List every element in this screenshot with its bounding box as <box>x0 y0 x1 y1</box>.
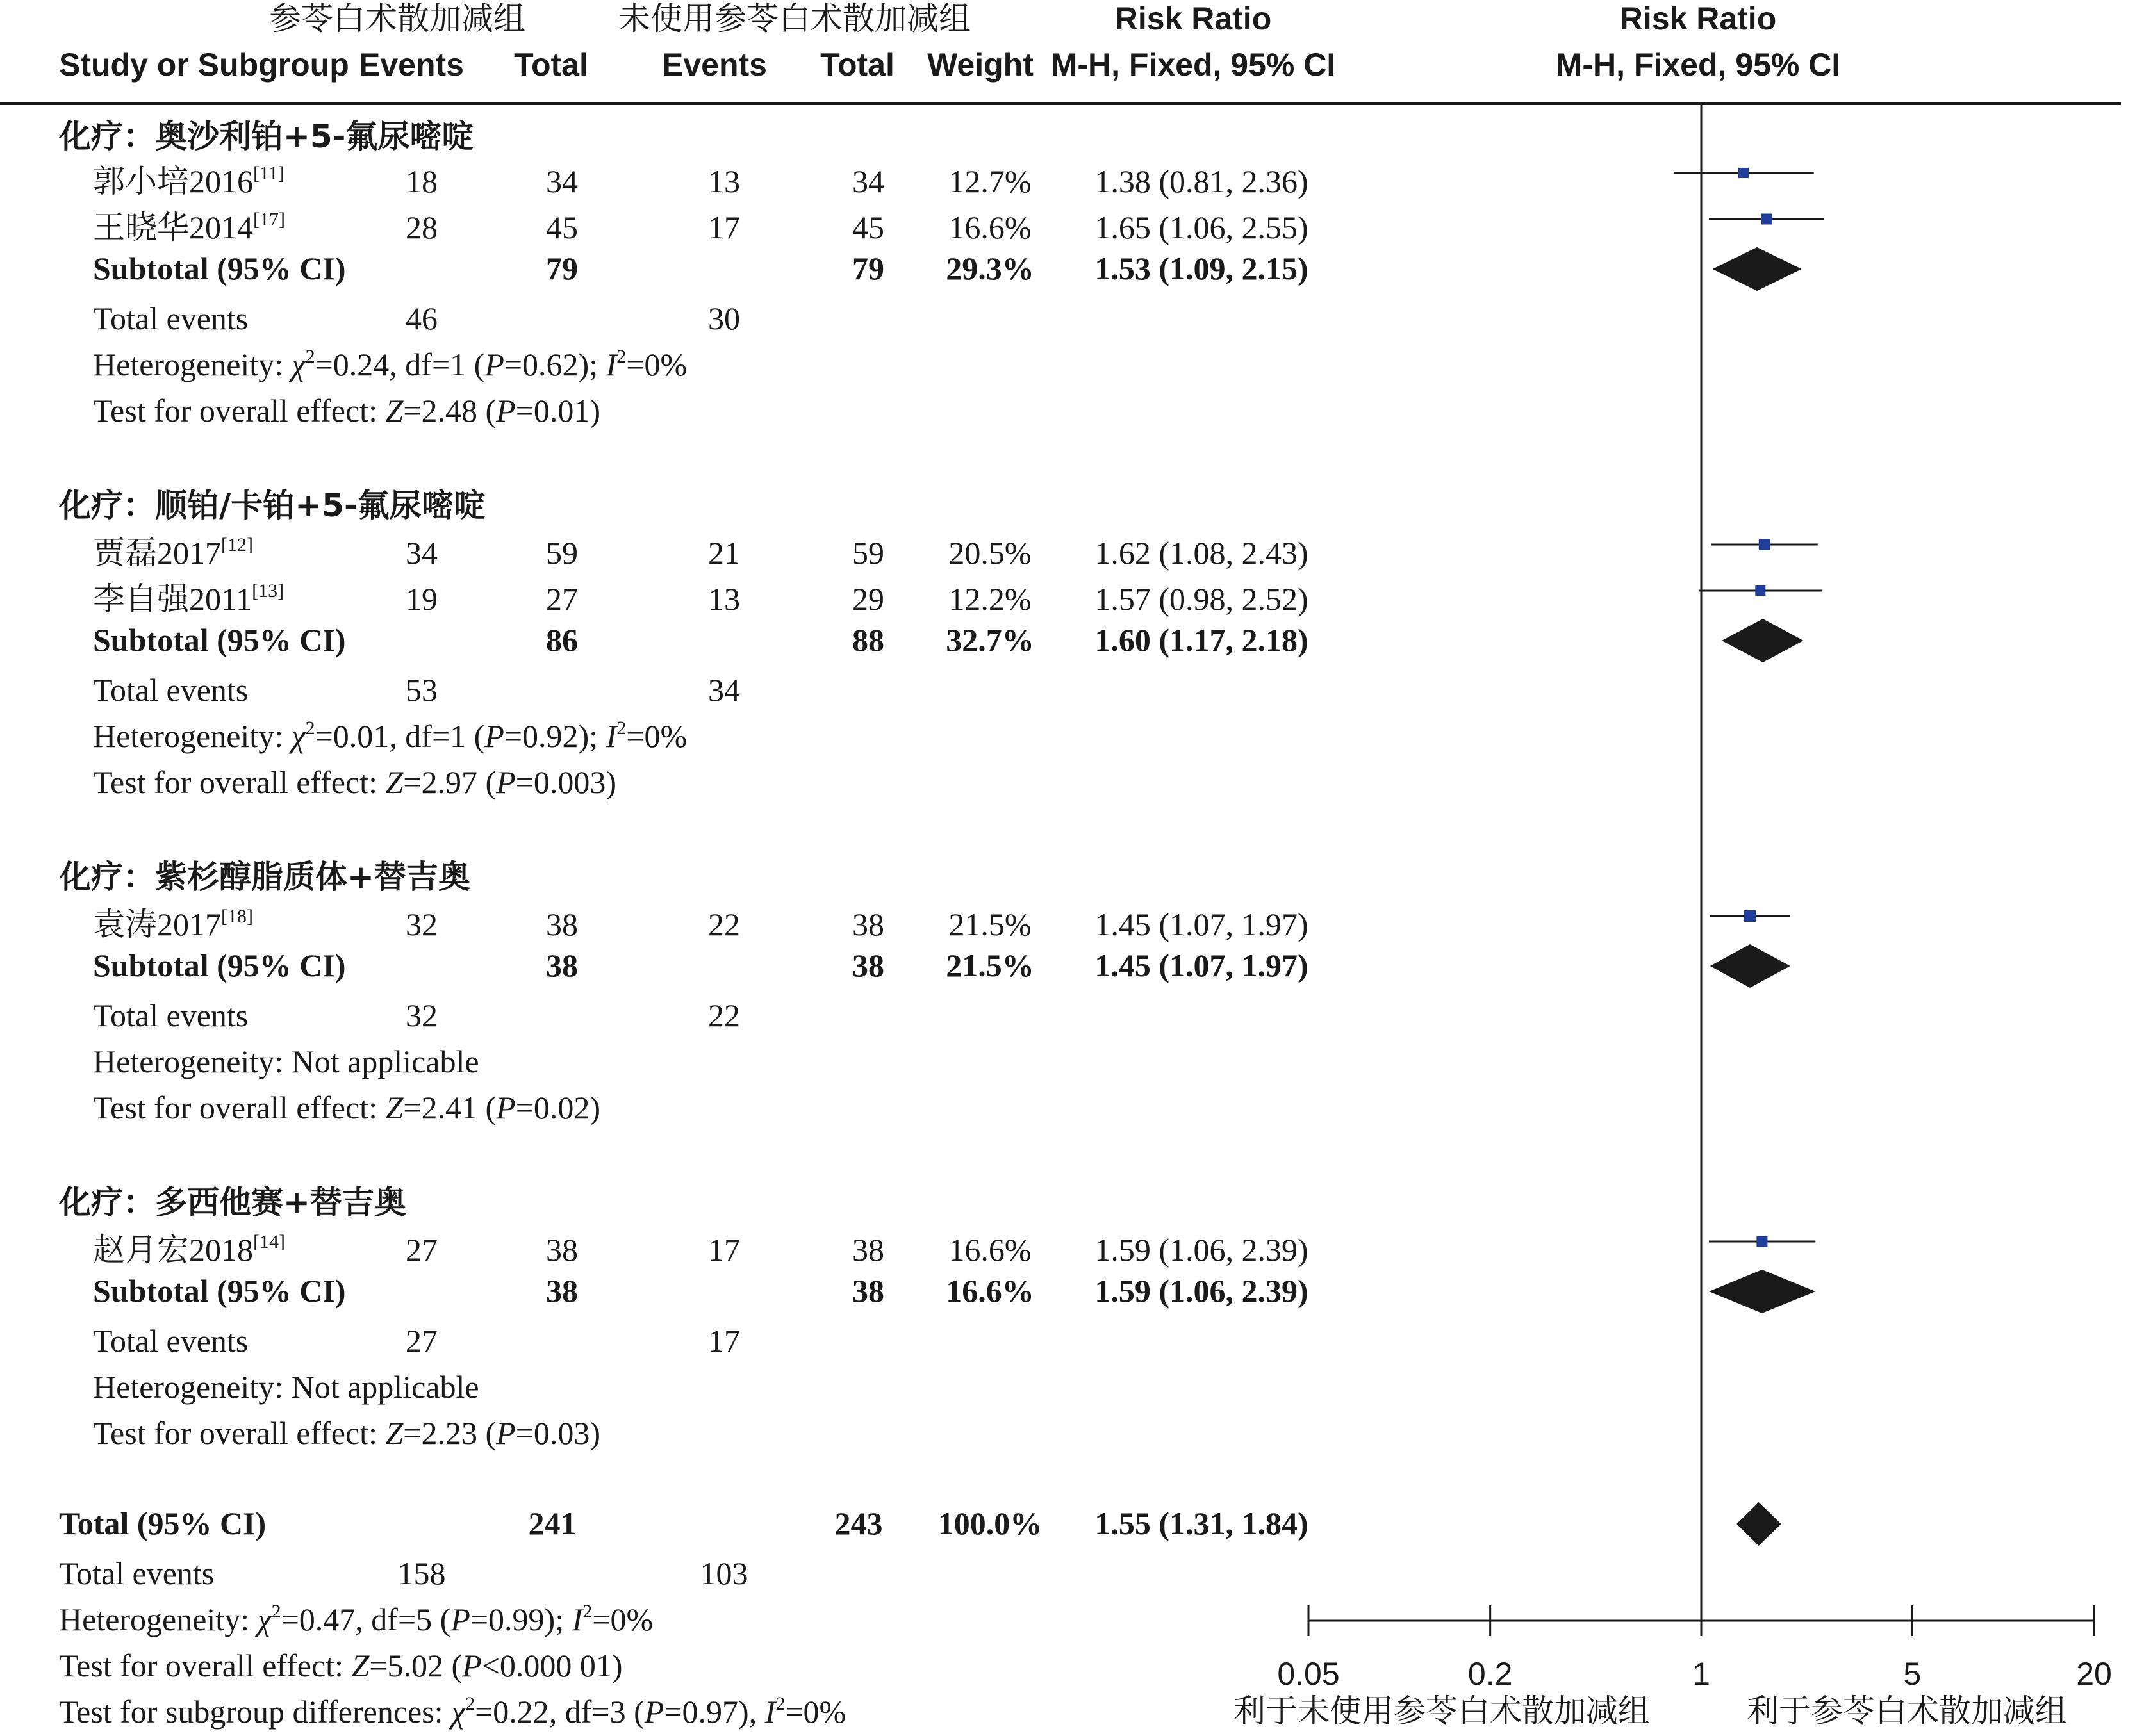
heterogeneity-line-part: 2 <box>616 717 627 739</box>
study-name-text: 赵月宏2018 <box>93 1232 253 1268</box>
subtotal-diamond <box>1713 247 1802 291</box>
subgroup-title: 化疗：紫杉醇脂质体+替吉奥 <box>59 858 470 896</box>
heterogeneity-line <box>93 1369 479 1405</box>
overall-effect-line-part: P <box>496 393 516 429</box>
study-name <box>93 580 284 617</box>
total-events-1: 27 <box>406 1323 438 1359</box>
subtotal-diamond <box>1709 1270 1815 1313</box>
subgroup-differences-line-part: =0% <box>785 1694 846 1730</box>
study-events-1: 34 <box>406 535 438 571</box>
plot-method-header: M-H, Fixed, 95% CI <box>1555 47 1841 83</box>
subtotal-total-1: 79 <box>546 250 578 286</box>
total-events-2: 30 <box>708 300 740 336</box>
study-ci: 1.38 (0.81, 2.36) <box>1094 163 1308 199</box>
study-name-text: 郭小培2016 <box>93 163 253 199</box>
overall-heterogeneity-line-part: =0% <box>592 1601 654 1637</box>
heterogeneity-line-part: Heterogeneity: Not applicable <box>93 1369 479 1405</box>
overall-effect-line-part: =2.23 ( <box>403 1415 497 1451</box>
subgroup-differences-line-part: 2 <box>775 1693 786 1714</box>
overall-total-events-2: 103 <box>700 1555 748 1591</box>
overall-heterogeneity-line-part: P <box>450 1601 470 1637</box>
total-events-1: 32 <box>406 997 438 1033</box>
x-axis-tick-label: 5 <box>1903 1656 1922 1692</box>
study-events-2: 17 <box>708 1232 740 1268</box>
overall-effect-line-part: P <box>496 1415 516 1451</box>
overall-effect-line-part: Test for overall effect: <box>93 1090 386 1126</box>
x-axis-tick-label: 0.05 <box>1277 1656 1340 1692</box>
overall-effect-line-part: P <box>496 1090 516 1126</box>
study-name-text: 袁涛2017 <box>93 906 221 942</box>
table-body <box>58 118 1308 1730</box>
heterogeneity-line-part: =0.62); <box>504 347 606 382</box>
study-reference: [14] <box>253 1231 285 1252</box>
study-point-estimate <box>1755 585 1765 596</box>
study-events-1: 32 <box>406 906 438 942</box>
study-total-2: 45 <box>852 209 884 245</box>
overall-effect-line <box>93 1415 600 1451</box>
total-events-2: 22 <box>708 997 740 1033</box>
overall-effect-line-part: Test for overall effect: <box>93 1415 386 1451</box>
overall-effect-line-part: =2.48 ( <box>403 393 497 429</box>
total-events-2: 34 <box>708 672 740 708</box>
study-total-1: 45 <box>546 209 578 245</box>
heterogeneity-line-part: P <box>484 347 504 382</box>
study-events-1: 19 <box>406 581 438 617</box>
overall-effect-line <box>93 393 600 429</box>
study-weight: 21.5% <box>948 906 1032 942</box>
study-events-1: 27 <box>406 1232 438 1268</box>
x-axis-tick-label: 1 <box>1692 1656 1710 1692</box>
subgroup-differences-line-part: Test for subgroup differences: <box>59 1694 452 1730</box>
heterogeneity-line-part: 2 <box>305 717 315 739</box>
heterogeneity-line-part: Heterogeneity: <box>93 718 292 754</box>
subtotal-label: Subtotal (95% CI) <box>93 947 346 983</box>
rr-title-header: Risk Ratio <box>1114 1 1272 37</box>
heterogeneity-line-part: I <box>606 347 617 382</box>
subtotal-total-2: 38 <box>852 1273 884 1309</box>
overall-effect-line-part: Test for overall effect: <box>93 393 386 429</box>
overall-effect-line-part: Z <box>385 764 404 800</box>
subgroup-title: 化疗：多西他赛+替吉奥 <box>59 1184 406 1221</box>
overall-heterogeneity-line-part: I <box>572 1601 583 1637</box>
total-events-1: 53 <box>406 672 438 708</box>
heterogeneity-line <box>93 1044 479 1079</box>
subtotal-total-2: 79 <box>852 250 884 286</box>
subtotal-ci: 1.45 (1.07, 1.97) <box>1094 947 1308 983</box>
total2-column-header: Total <box>820 47 895 83</box>
study-weight: 20.5% <box>948 535 1032 571</box>
overall-heterogeneity-line-part: χ <box>257 1601 272 1637</box>
overall-heterogeneity-line-part: Heterogeneity: <box>59 1601 258 1637</box>
subgroup-title: 化疗：顺铂/卡铂+5-氟尿嘧啶 <box>59 487 486 524</box>
study-events-1: 28 <box>406 209 438 245</box>
subtotal-diamond <box>1710 944 1790 988</box>
overall-effect-total-line-part: Z <box>351 1648 370 1683</box>
study-column-header: Study or Subgroup <box>59 47 349 83</box>
subtotal-ci: 1.53 (1.09, 2.15) <box>1094 250 1308 286</box>
axis-right-label: 利于参苓白术散加减组 <box>1747 1692 2067 1730</box>
overall-effect-line-part: =0.02) <box>515 1090 601 1126</box>
overall-effect-line-part: =2.97 ( <box>403 764 497 800</box>
heterogeneity-line-part: =0% <box>626 718 688 754</box>
x-axis-tick-label: 0.2 <box>1467 1656 1513 1692</box>
subtotal-diamond <box>1722 619 1803 662</box>
total-events-label: Total events <box>93 672 249 708</box>
overall-heterogeneity-line-part: =0.99); <box>470 1601 572 1637</box>
overall-effect-line-part: Z <box>385 1415 404 1451</box>
subtotal-weight: 21.5% <box>946 947 1034 983</box>
study-reference: [18] <box>221 906 253 927</box>
overall-effect-total-line-part: =5.02 ( <box>369 1648 463 1683</box>
heterogeneity-line <box>93 717 687 754</box>
study-events-2: 13 <box>708 163 740 199</box>
study-ci: 1.45 (1.07, 1.97) <box>1094 906 1308 942</box>
subtotal-total-1: 38 <box>546 1273 578 1309</box>
overall-heterogeneity-line <box>59 1601 653 1637</box>
overall-effect-total-line <box>59 1648 623 1683</box>
study-point-estimate <box>1761 213 1772 224</box>
study-events-2: 21 <box>708 535 740 571</box>
subgroup-differences-line-part: P <box>644 1694 664 1730</box>
group1-header: 参苓白术散加减组 <box>269 0 525 37</box>
study-events-2: 17 <box>708 209 740 245</box>
subgroup-title: 化疗：奥沙利铂+5-氟尿嘧啶 <box>59 118 474 155</box>
study-total-1: 59 <box>546 535 578 571</box>
overall-effect-line <box>93 764 616 800</box>
study-ci: 1.57 (0.98, 2.52) <box>1094 581 1308 617</box>
rr-method-header: M-H, Fixed, 95% CI <box>1050 47 1336 83</box>
study-weight: 12.2% <box>948 581 1032 617</box>
study-name <box>93 906 253 942</box>
study-point-estimate <box>1756 1236 1767 1247</box>
subtotal-label: Subtotal (95% CI) <box>93 622 346 658</box>
overall-heterogeneity-line-part: 2 <box>271 1601 281 1622</box>
subtotal-total-1: 86 <box>546 622 578 658</box>
study-weight: 16.6% <box>948 1232 1032 1268</box>
subtotal-ci: 1.59 (1.06, 2.39) <box>1094 1273 1308 1309</box>
total-events-1: 46 <box>406 300 438 336</box>
study-total-1: 27 <box>546 581 578 617</box>
total-label: Total (95% CI) <box>59 1505 267 1541</box>
total-events-2: 17 <box>708 1323 740 1359</box>
overall-effect-line-part: =0.01) <box>515 393 601 429</box>
subtotal-label: Subtotal (95% CI) <box>93 1273 346 1309</box>
subgroup-differences-line-part: χ <box>451 1694 466 1730</box>
overall-effect-line-part: Z <box>385 1090 404 1126</box>
study-total-2: 38 <box>852 906 884 942</box>
study-name-text: 李自强2011 <box>93 581 252 617</box>
heterogeneity-line-part: I <box>606 718 617 754</box>
subtotal-total-2: 88 <box>852 622 884 658</box>
heterogeneity-line-part: Heterogeneity: Not applicable <box>93 1044 479 1079</box>
events2-column-header: Events <box>662 47 767 83</box>
total-events-label: Total events <box>93 1323 249 1359</box>
x-axis-tick-label: 20 <box>2076 1656 2112 1692</box>
subtotal-total-1: 38 <box>546 947 578 983</box>
study-total-2: 29 <box>852 581 884 617</box>
study-weight: 16.6% <box>948 209 1032 245</box>
study-total-1: 38 <box>546 1232 578 1268</box>
study-weight: 12.7% <box>948 163 1032 199</box>
study-total-1: 38 <box>546 906 578 942</box>
overall-effect-line <box>93 1090 600 1126</box>
overall-effect-line-part: =0.003) <box>515 764 617 800</box>
study-point-estimate <box>1759 539 1770 550</box>
overall-total-events-1: 158 <box>397 1555 446 1591</box>
subgroup-differences-line-part: 2 <box>465 1693 475 1714</box>
total-total-1: 241 <box>528 1505 577 1541</box>
study-ci: 1.65 (1.06, 2.55) <box>1094 209 1308 245</box>
subtotal-label: Subtotal (95% CI) <box>93 250 346 286</box>
subtotal-ci: 1.60 (1.17, 2.18) <box>1094 622 1308 658</box>
subtotal-weight: 32.7% <box>946 622 1034 658</box>
study-events-2: 13 <box>708 581 740 617</box>
forest-plot <box>1277 104 2111 1692</box>
study-reference: [13] <box>252 580 284 602</box>
overall-effect-line-part: P <box>496 764 516 800</box>
subgroup-differences-line-part: I <box>764 1694 776 1730</box>
study-name <box>93 209 285 245</box>
study-reference: [11] <box>253 163 284 184</box>
overall-heterogeneity-line-part: 2 <box>582 1601 593 1622</box>
heterogeneity-line-part: Heterogeneity: <box>93 347 292 382</box>
heterogeneity-line-part: 2 <box>616 346 627 367</box>
study-point-estimate <box>1744 910 1756 922</box>
heterogeneity-line-part: =0.92); <box>504 718 606 754</box>
study-total-1: 34 <box>546 163 578 199</box>
study-total-2: 38 <box>852 1232 884 1268</box>
overall-diamond <box>1736 1502 1781 1546</box>
heterogeneity-line-part: P <box>484 718 504 754</box>
overall-effect-total-line-part: Test for overall effect: <box>59 1648 352 1683</box>
study-total-2: 59 <box>852 535 884 571</box>
overall-effect-line-part: =2.41 ( <box>403 1090 497 1126</box>
plot-title-header: Risk Ratio <box>1619 1 1777 37</box>
subtotal-weight: 16.6% <box>946 1273 1034 1309</box>
subtotal-total-2: 38 <box>852 947 884 983</box>
overall-effect-line-part: =0.03) <box>515 1415 601 1451</box>
heterogeneity-line-part: χ <box>291 718 306 754</box>
subgroup-differences-line <box>59 1693 846 1730</box>
weight-column-header: Weight <box>927 47 1034 83</box>
overall-effect-line-part: Test for overall effect: <box>93 764 386 800</box>
study-reference: [17] <box>253 209 285 230</box>
study-events-1: 18 <box>406 163 438 199</box>
study-ci: 1.62 (1.08, 2.43) <box>1094 535 1308 571</box>
study-name-text: 王晓华2014 <box>93 209 253 245</box>
heterogeneity-line-part: =0% <box>626 347 688 382</box>
overall-effect-total-line-part: <0.000 01) <box>481 1648 623 1683</box>
study-total-2: 34 <box>852 163 884 199</box>
overall-heterogeneity-line-part: =0.47, df=5 ( <box>281 1601 451 1637</box>
total-total-2: 243 <box>834 1505 883 1541</box>
total-events-label: Total events <box>93 300 249 336</box>
events1-column-header: Events <box>359 47 464 83</box>
overall-effect-line-part: Z <box>385 393 404 429</box>
overall-total-events-label: Total events <box>59 1555 215 1591</box>
heterogeneity-line-part: χ <box>291 347 306 382</box>
study-name <box>93 534 253 571</box>
study-name-text: 贾磊2017 <box>93 535 221 571</box>
study-ci: 1.59 (1.06, 2.39) <box>1094 1232 1308 1268</box>
axis-left-label: 利于未使用参苓白术散加减组 <box>1233 1692 1650 1730</box>
heterogeneity-line-part: =0.24, df=1 ( <box>315 347 485 382</box>
heterogeneity-line-part: =0.01, df=1 ( <box>315 718 485 754</box>
total-ci: 1.55 (1.31, 1.84) <box>1094 1505 1308 1541</box>
group2-header: 未使用参苓白术散加减组 <box>618 0 971 37</box>
study-name <box>93 1231 285 1268</box>
study-reference: [12] <box>221 534 253 555</box>
total-weight: 100.0% <box>937 1505 1043 1541</box>
study-point-estimate <box>1738 168 1749 178</box>
heterogeneity-line <box>93 346 687 382</box>
heterogeneity-line-part: 2 <box>305 346 315 367</box>
study-name <box>93 163 284 199</box>
subtotal-weight: 29.3% <box>946 250 1034 286</box>
total1-column-header: Total <box>514 47 588 83</box>
total-events-label: Total events <box>93 997 249 1033</box>
overall-effect-total-line-part: P <box>462 1648 482 1683</box>
subgroup-differences-line-part: =0.22, df=3 ( <box>475 1694 645 1730</box>
subgroup-differences-line-part: =0.97), <box>664 1694 765 1730</box>
study-events-2: 22 <box>708 906 740 942</box>
